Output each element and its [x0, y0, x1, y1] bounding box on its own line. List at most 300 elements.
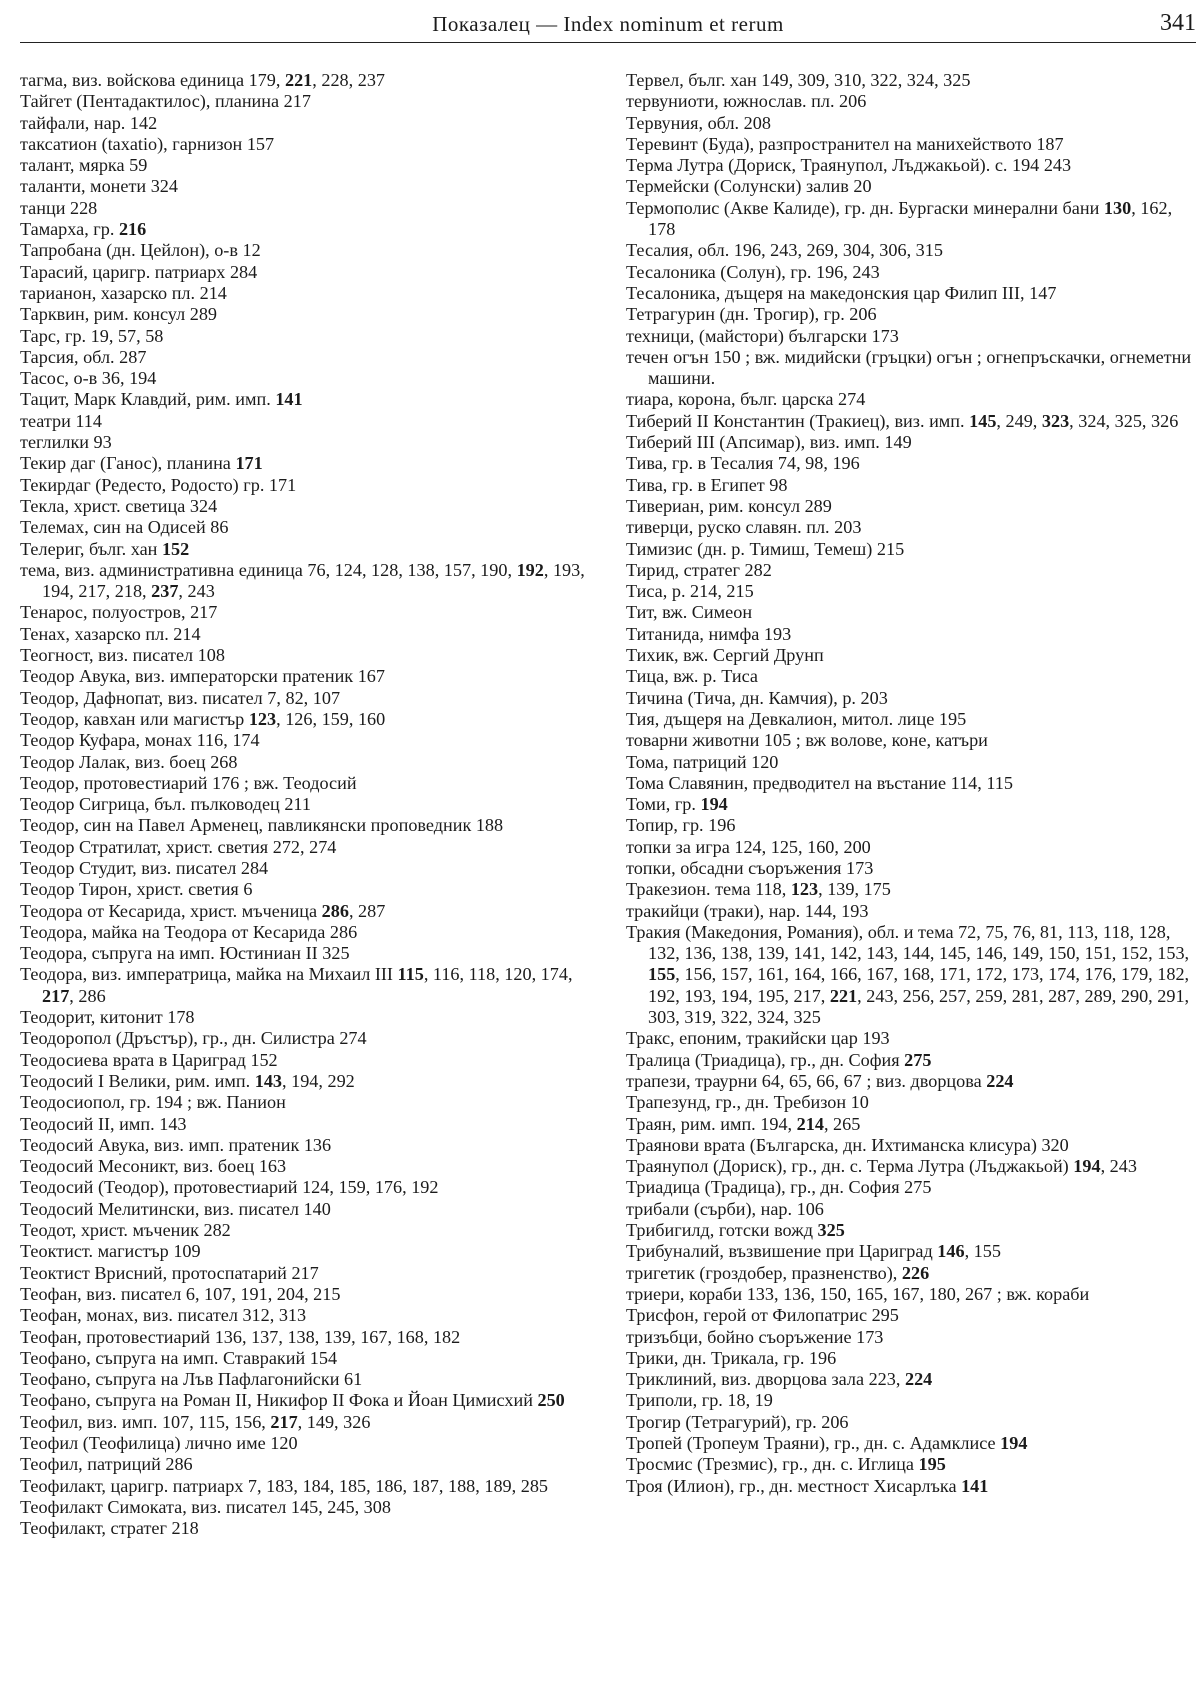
left-index-column — [20, 70, 588, 1539]
entry-text: , 156, 157, 161, 164, 166, 167, 168, 171, 172, 173, 174, 176, 179, 182, 192, 193, 194, 195, 217, — [648, 964, 1190, 1006]
index-entry — [20, 1220, 588, 1241]
entry-text: Теодосий Месоникт, виз. боец 163 — [20, 1156, 287, 1177]
entry-text: Тесалия, обл. 196, 243, 269, 304, 306, 315 — [626, 240, 943, 261]
entry-text: Теофил, патриций 286 — [20, 1454, 193, 1475]
entry-text: Тиберий III (Апсимар), виз. имп. 149 — [626, 432, 912, 453]
index-entry — [626, 1156, 1192, 1177]
entry-text: Теодор, кавхан или магистър — [20, 708, 249, 729]
bold-page-ref: 325 — [817, 1220, 845, 1241]
entry-text: Текир даг (Ганос), планина — [20, 453, 236, 474]
index-entry — [20, 1050, 588, 1071]
index-entry — [20, 1199, 588, 1220]
index-entry — [626, 1476, 1192, 1497]
entry-text: Теодора, съпруга на имп. Юстиниан II 325 — [20, 943, 350, 964]
bold-page-ref: 145 — [969, 410, 997, 431]
index-entry — [20, 1263, 588, 1284]
entry-text: , 139, 175 — [818, 879, 891, 900]
index-entry — [20, 1454, 588, 1475]
index-entry — [20, 1156, 588, 1177]
index-entry — [626, 1220, 1192, 1241]
index-entry — [626, 1028, 1192, 1049]
entry-text: Трибигилд, готски вожд — [626, 1220, 818, 1241]
entry-text: Тица, вж. р. Тиса — [626, 666, 758, 687]
bold-page-ref: 275 — [904, 1049, 932, 1070]
entry-text: Тайгет (Пентадактилос), планина 217 — [20, 91, 311, 112]
entry-text: Теофан, виз. писател 6, 107, 191, 204, 215 — [20, 1283, 341, 1304]
index-entry — [626, 304, 1192, 325]
index-entry — [626, 1092, 1192, 1113]
entry-text: Тива, гр. в Тесалия 74, 98, 196 — [626, 453, 860, 474]
entry-text: Теогност, виз. писател 108 — [20, 645, 225, 666]
entry-text: Теофил (Теофилица) лично име 120 — [20, 1433, 298, 1453]
index-entry — [20, 389, 588, 410]
entry-text: Триклиний, виз. дворцова зала 223, — [626, 1369, 905, 1390]
bold-page-ref: 194 — [1073, 1156, 1101, 1177]
index-entry — [20, 624, 588, 645]
index-entry — [20, 1241, 588, 1262]
index-entry — [626, 709, 1192, 730]
index-entry — [20, 1497, 588, 1518]
index-entry — [626, 1263, 1192, 1284]
index-entry — [20, 368, 588, 389]
entry-text: Теодосий Авука, виз. имп. пратеник 136 — [20, 1134, 332, 1155]
entry-text: Тома, патриций 120 — [626, 751, 779, 772]
entry-text: Тенах, хазарско пл. 214 — [20, 623, 201, 644]
entry-text: Титанида, нимфа 193 — [626, 623, 792, 644]
index-entry — [626, 475, 1192, 496]
index-entry — [626, 134, 1192, 155]
entry-text: Теревинт (Буда), разпространител на манихейството 187 — [626, 133, 1064, 154]
entry-text: Теодосиопол, гр. 194 ; вж. Панион — [20, 1092, 286, 1113]
index-entry — [20, 91, 588, 112]
entry-text: Тамарха, гр. — [20, 219, 119, 240]
index-entry — [20, 134, 588, 155]
page-number: 341 — [1160, 10, 1196, 36]
bold-page-ref: 226 — [901, 1262, 930, 1283]
entry-text: Теодор Авука, виз. императорски пратеник 167 — [20, 666, 385, 687]
entry-text: Тесалоника, дъщеря на македонския цар Филип III, 147 — [626, 282, 1057, 303]
index-entry — [626, 389, 1192, 410]
entry-text: Тирид, стратег 282 — [626, 559, 772, 580]
entry-text: топки за игра 124, 125, 160, 200 — [626, 836, 871, 857]
entry-text: Тарквин, рим. консул 289 — [20, 304, 218, 325]
index-entry — [626, 326, 1192, 347]
index-entry — [20, 113, 588, 134]
entry-text: техници, (майстори) български 173 — [626, 325, 899, 346]
entry-text: театри 114 — [20, 410, 102, 431]
index-entry — [626, 411, 1192, 432]
entry-text: Тракия (Македония, Романия), обл. и тема 72, 75, 76, 81, 113, 118, 128, 132, 136, 138, 139, 141, 142, 143, 144, 145, 146, 149, 150, 151, 152, 153, — [626, 921, 1190, 964]
bold-page-ref: 217 — [270, 1411, 298, 1432]
entry-text: , 126, 159, 160 — [276, 708, 386, 729]
entry-text: тервуниоти, южнослав. пл. 206 — [626, 91, 867, 112]
index-entry — [20, 496, 588, 517]
index-entry — [20, 176, 588, 197]
index-entry — [20, 1284, 588, 1305]
index-entry — [626, 198, 1192, 241]
index-entry — [20, 922, 588, 943]
entry-text: трибали (сърби), нар. 106 — [626, 1198, 824, 1219]
entry-text: Триадица (Традица), гр., дн. София 275 — [626, 1177, 932, 1198]
entry-text: Тивериан, рим. консул 289 — [626, 495, 832, 516]
entry-text: Телериг, бълг. хан — [20, 538, 162, 559]
bold-page-ref: 155 — [648, 964, 676, 985]
entry-text: Тенарос, полуостров, 217 — [20, 602, 218, 623]
index-entry — [20, 879, 588, 900]
index-entry — [20, 1071, 588, 1092]
index-entry — [20, 858, 588, 879]
entry-text: топки, обсадни съоръжения 173 — [626, 857, 874, 878]
bold-page-ref: 141 — [275, 389, 303, 410]
index-entry — [626, 432, 1192, 453]
index-entry — [626, 901, 1192, 922]
bold-page-ref: 323 — [1041, 410, 1070, 431]
index-entry — [20, 219, 588, 240]
entry-text: таланти, монети 324 — [20, 176, 178, 197]
entry-text: , 193, 194, 217, 218, — [42, 559, 585, 602]
index-entry — [20, 1028, 588, 1049]
entry-text: Текла, христ. светица 324 — [20, 495, 218, 516]
index-entry — [20, 262, 588, 283]
bold-page-ref: 224 — [904, 1369, 933, 1390]
index-entry — [626, 155, 1192, 176]
bold-page-ref: 195 — [918, 1454, 946, 1475]
index-entry — [626, 1114, 1192, 1135]
index-entry — [626, 688, 1192, 709]
entry-text: Термополис (Акве Калиде), гр. дн. Бургаски минерални бани — [626, 197, 1104, 218]
index-entry — [626, 1412, 1192, 1433]
index-entry — [20, 1305, 588, 1326]
entry-text: Трики, дн. Трикала, гр. 196 — [626, 1347, 837, 1368]
entry-text: танци 228 — [20, 197, 98, 218]
entry-text: , 287 — [348, 900, 386, 921]
entry-text: теглилки 93 — [20, 432, 112, 453]
index-entry — [626, 1390, 1192, 1411]
entry-text: Теодор, Дафнопат, виз. писател 7, 82, 107 — [20, 687, 341, 708]
entry-text: таксатион (taxatio), гарнизон 157 — [20, 133, 275, 154]
index-entry — [20, 283, 588, 304]
index-entry — [20, 1348, 588, 1369]
index-entry — [20, 1007, 588, 1028]
index-entry — [626, 517, 1192, 538]
entry-text: , 228, 237 — [312, 70, 385, 90]
entry-text: , 243 — [178, 581, 215, 602]
bold-page-ref: 171 — [235, 453, 263, 474]
entry-text: Теофилакт, стратег 218 — [20, 1518, 199, 1539]
index-entry — [626, 666, 1192, 687]
entry-text: Тит, вж. Симеон — [626, 602, 753, 623]
entry-text: Тапробана (дн. Цейлон), о-в 12 — [20, 240, 261, 261]
entry-text: Теодосий I Велики, рим. имп. — [20, 1070, 255, 1091]
bold-page-ref: 237 — [151, 581, 179, 602]
index-entry — [20, 539, 588, 560]
index-entry — [626, 453, 1192, 474]
entry-text: триери, кораби 133, 136, 150, 165, 167, 180, 267 ; вж. кораби — [626, 1283, 1090, 1304]
index-entry — [626, 283, 1192, 304]
bold-page-ref: 152 — [161, 538, 190, 559]
entry-text: Трисфон, герой от Филопатрис 295 — [626, 1305, 899, 1326]
entry-text: Теодора, виз. императрица, майка на Михаил III — [20, 964, 398, 985]
bold-page-ref: 146 — [937, 1241, 965, 1262]
entry-text: , 324, 325, 326 — [1069, 410, 1179, 431]
index-entry — [626, 879, 1192, 900]
entry-text: Тацит, Марк Клавдий, рим. имп. — [20, 389, 276, 410]
bold-page-ref: 123 — [790, 879, 819, 900]
entry-text: Теодор Тирон, христ. светия 6 — [20, 879, 253, 900]
index-entry — [626, 837, 1192, 858]
right-index-column — [626, 70, 1192, 1497]
entry-text: талант, мярка 59 — [20, 155, 148, 176]
index-entry — [20, 1390, 588, 1411]
entry-text: Тичина (Тича, дн. Камчия), р. 203 — [626, 687, 888, 708]
index-entry — [20, 198, 588, 219]
entry-text: тризъбци, бойно съоръжение 173 — [626, 1326, 884, 1347]
index-entry — [20, 1518, 588, 1539]
entry-text: Тесалоника (Солун), гр. 196, 243 — [626, 261, 880, 282]
entry-text: течен огън 150 ; вж. мидийски (гръцки) огън ; огнепръскачки, огнеметни машини. — [626, 346, 1192, 389]
entry-text: Теодор, протовестиарий 176 ; вж. Теодосий — [20, 772, 357, 793]
index-entry — [20, 645, 588, 666]
index-entry — [626, 773, 1192, 794]
index-entry — [20, 964, 588, 1007]
entry-text: Триполи, гр. 18, 19 — [626, 1390, 773, 1411]
bold-page-ref: 141 — [961, 1475, 989, 1496]
index-entry — [20, 815, 588, 836]
index-entry — [626, 815, 1192, 836]
entry-text: Тервуния, обл. 208 — [626, 112, 771, 133]
running-header — [20, 8, 1196, 43]
entry-text: Траян, рим. имп. 194, — [626, 1113, 797, 1134]
entry-text: , 149, 326 — [297, 1411, 371, 1432]
entry-text: Траянупол (Дориск), гр., дн. с. Терма Лутра (Лъджакьой) — [626, 1156, 1074, 1177]
index-entry — [626, 922, 1192, 1028]
index-entry — [20, 1476, 588, 1497]
bold-page-ref: 194 — [1000, 1433, 1028, 1453]
index-entry — [626, 539, 1192, 560]
entry-text: , 116, 118, 120, 174, — [423, 964, 573, 985]
index-entry — [626, 1327, 1192, 1348]
bold-page-ref: 123 — [248, 708, 277, 729]
index-entry — [20, 432, 588, 453]
bold-page-ref: 130 — [1103, 197, 1132, 218]
index-entry — [626, 1369, 1192, 1390]
index-entry — [20, 1369, 588, 1390]
index-entry — [20, 304, 588, 325]
bold-page-ref: 192 — [516, 559, 544, 580]
entry-text: Теодора, майка на Теодора от Кесарида 286 — [20, 921, 358, 942]
entry-text: , 249, — [996, 410, 1042, 431]
entry-text: Тралица (Триадица), гр., дн. София — [626, 1049, 905, 1070]
entry-text: Теофилакт, царигр. патриарх 7, 183, 184, 185, 186, 187, 188, 189, 285 — [20, 1475, 549, 1496]
index-entry — [626, 858, 1192, 879]
index-entry — [20, 901, 588, 922]
entry-text: Тарс, гр. 19, 57, 58 — [20, 325, 164, 346]
entry-text: тиверци, руско славян. пл. 203 — [626, 517, 862, 538]
index-entry — [20, 943, 588, 964]
entry-text: Тракс, епоним, тракийски цар 193 — [626, 1028, 890, 1049]
entry-text: Тома Славянин, предводител на въстание 114, 115 — [626, 772, 1013, 793]
index-entry — [20, 752, 588, 773]
entry-text: Трапезунд, гр., дн. Требизон 10 — [626, 1092, 869, 1113]
bold-page-ref: 221 — [829, 985, 858, 1006]
entry-text: , 155 — [964, 1241, 1001, 1262]
index-entry — [20, 240, 588, 261]
entry-text: Тиберий II Константин (Тракиец), виз. имп. — [626, 410, 970, 431]
entry-text: Тасос, о-в 36, 194 — [20, 368, 157, 389]
index-entry — [626, 1284, 1192, 1305]
index-entry — [626, 794, 1192, 815]
index-entry — [626, 240, 1192, 261]
index-entry — [626, 1241, 1192, 1262]
index-entry — [626, 91, 1192, 112]
entry-text: Траянови врата (Българска, дн. Ихтиманска клисура) 320 — [626, 1134, 1069, 1155]
index-entry — [626, 496, 1192, 517]
entry-text: тарианон, хазарско пл. 214 — [20, 282, 227, 303]
entry-text: Теодосиева врата в Цариград 152 — [20, 1049, 278, 1070]
entry-text: Теофано, съпруга на Лъв Пафлагонийски 61 — [20, 1369, 363, 1390]
entry-text: Теодор Куфара, монах 116, 174 — [20, 730, 260, 751]
bold-page-ref: 250 — [537, 1390, 565, 1411]
entry-text: , 162, 178 — [648, 197, 1173, 240]
entry-text: Тива, гр. в Египет 98 — [626, 474, 788, 495]
index-entry — [626, 1348, 1192, 1369]
entry-text: Теофано, съпруга на имп. Ставракий 154 — [20, 1347, 338, 1368]
index-entry — [20, 794, 588, 815]
index-entry — [20, 1433, 588, 1454]
bold-page-ref: 194 — [700, 794, 728, 815]
bold-page-ref: 115 — [397, 964, 424, 985]
entry-text: Тиса, р. 214, 215 — [626, 581, 754, 602]
entry-text: Тарасий, царигр. патриарх 284 — [20, 261, 258, 282]
index-entry — [626, 602, 1192, 623]
index-entry — [20, 837, 588, 858]
index-entry — [626, 113, 1192, 134]
index-entry — [20, 517, 588, 538]
entry-text: Тракезион. тема 118, — [626, 879, 791, 900]
bold-page-ref: 286 — [321, 900, 349, 921]
index-entry — [626, 1050, 1192, 1071]
index-entry — [626, 1199, 1192, 1220]
index-entry — [20, 1412, 588, 1433]
entry-text: Теодосий (Теодор), протовестиарий 124, 159, 176, 192 — [20, 1177, 439, 1198]
index-entry — [20, 1135, 588, 1156]
index-entry — [626, 1305, 1192, 1326]
entry-text: Тимизис (дн. р. Тимиш, Темеш) 215 — [626, 538, 905, 559]
entry-text: , 243, 256, 257, 259, 281, 287, 289, 290, 291, 303, 319, 322, 324, 325 — [648, 985, 1190, 1028]
index-entry — [626, 262, 1192, 283]
entry-text: Теодор Лалак, виз. боец 268 — [20, 751, 238, 772]
entry-text: Трогир (Тетрагурий), гр. 206 — [626, 1411, 849, 1432]
index-entry — [20, 602, 588, 623]
index-entry — [20, 453, 588, 474]
index-entry — [20, 560, 588, 603]
entry-text: Теоктист. магистър 109 — [20, 1241, 201, 1262]
entry-text: Томи, гр. — [626, 794, 701, 815]
entry-text: Теодосий II, имп. 143 — [20, 1113, 187, 1134]
entry-text: Теофано, съпруга на Роман II, Никифор II Фока и Йоан Цимисхий — [20, 1390, 538, 1411]
index-entry — [20, 709, 588, 730]
entry-text: Текирдаг (Редесто, Родосто) гр. 171 — [20, 474, 297, 495]
entry-text: Теодора от Кесарида, христ. мъченица — [20, 900, 322, 921]
entry-text: тайфали, нар. 142 — [20, 112, 158, 133]
index-entry — [626, 1135, 1192, 1156]
header-title: Показалец — Index nominum et rerum — [432, 12, 784, 36]
index-entry — [626, 730, 1192, 751]
entry-text: трапези, траурни 64, 65, 66, 67 ; виз. дворцова — [626, 1070, 987, 1091]
entry-text: Теофан, монах, виз. писател 312, 313 — [20, 1305, 307, 1326]
entry-text: Теодор Сигрица, бъл. пълководец 211 — [20, 794, 311, 815]
entry-text: Теодор, син на Павел Арменец, павликянски проповедник 188 — [20, 815, 504, 836]
entry-text: Терма Лутра (Дориск, Траянупол, Лъджакьой). с. 194 243 — [626, 155, 1072, 176]
index-entry — [626, 1454, 1192, 1475]
entry-text: Тросмис (Трезмис), гр., дн. с. Иглица — [626, 1454, 919, 1475]
entry-text: Теодорит, китонит 178 — [20, 1007, 195, 1028]
index-entry — [20, 773, 588, 794]
entry-text: Теофил, виз. имп. 107, 115, 156, — [20, 1411, 271, 1432]
entry-text: товарни животни 105 ; вж волове, коне, катъри — [626, 730, 988, 751]
entry-text: Теодосий Мелитински, виз. писател 140 — [20, 1198, 331, 1219]
index-entry — [20, 1327, 588, 1348]
entry-text: Термейски (Солунски) залив 20 — [626, 176, 872, 197]
entry-text: , 265 — [823, 1113, 861, 1134]
entry-text: , 243 — [1100, 1156, 1137, 1177]
index-entry — [626, 645, 1192, 666]
entry-text: Троя (Илион), гр., дн. местност Хисарлъка — [626, 1475, 962, 1496]
entry-text: Трибуналий, възвишение при Цариград — [626, 1241, 938, 1262]
bold-page-ref: 143 — [254, 1070, 283, 1091]
entry-text: Теодор Стратилат, христ. светия 272, 274 — [20, 836, 337, 857]
index-entry — [20, 1177, 588, 1198]
entry-text: Тетрагурин (дн. Трогир), гр. 206 — [626, 304, 877, 325]
entry-text: Топир, гр. 196 — [626, 815, 736, 836]
index-entry — [626, 1177, 1192, 1198]
index-entry — [626, 176, 1192, 197]
index-entry — [20, 666, 588, 687]
index-entry — [626, 624, 1192, 645]
index-entry — [20, 1092, 588, 1113]
entry-text: Теоктист Врисний, протоспатарий 217 — [20, 1262, 319, 1283]
index-entry — [626, 70, 1192, 91]
index-entry — [20, 70, 588, 91]
index-entry — [626, 581, 1192, 602]
index-entry — [20, 411, 588, 432]
entry-text: Теодор Студит, виз. писател 284 — [20, 857, 269, 878]
entry-text: Теофан, протовестиарий 136, 137, 138, 139, 167, 168, 182 — [20, 1326, 461, 1347]
index-entry — [626, 347, 1192, 390]
bold-page-ref: 216 — [118, 219, 147, 240]
bold-page-ref: 221 — [284, 70, 313, 90]
entry-text: Тия, дъщеря на Девкалион, митол. лице 195 — [626, 708, 967, 729]
index-entry — [20, 155, 588, 176]
bold-page-ref: 217 — [42, 985, 70, 1006]
entry-text: Тервел, бълг. хан 149, 309, 310, 322, 324, 325 — [626, 70, 971, 90]
index-entry — [20, 475, 588, 496]
entry-text: Телемах, син на Одисей 86 — [20, 517, 229, 538]
index-entry — [626, 560, 1192, 581]
bold-page-ref: 214 — [796, 1113, 824, 1134]
index-entry — [626, 752, 1192, 773]
entry-text: тригетик (гроздобер, празненство), — [626, 1262, 902, 1283]
index-entry — [20, 1114, 588, 1135]
bold-page-ref: 224 — [986, 1070, 1014, 1091]
index-entry — [626, 1071, 1192, 1092]
index-entry — [20, 326, 588, 347]
entry-text: , 194, 292 — [282, 1070, 355, 1091]
entry-text: тиара, корона, бълг. царска 274 — [626, 389, 866, 410]
entry-text: тагма, виз. войскова единица 179, — [20, 70, 285, 90]
entry-text: Тропей (Тропеум Траяни), гр., дн. с. Адамклисе — [626, 1433, 1001, 1453]
entry-text: тема, виз. административна единица 76, 124, 128, 138, 157, 190, — [20, 559, 517, 580]
